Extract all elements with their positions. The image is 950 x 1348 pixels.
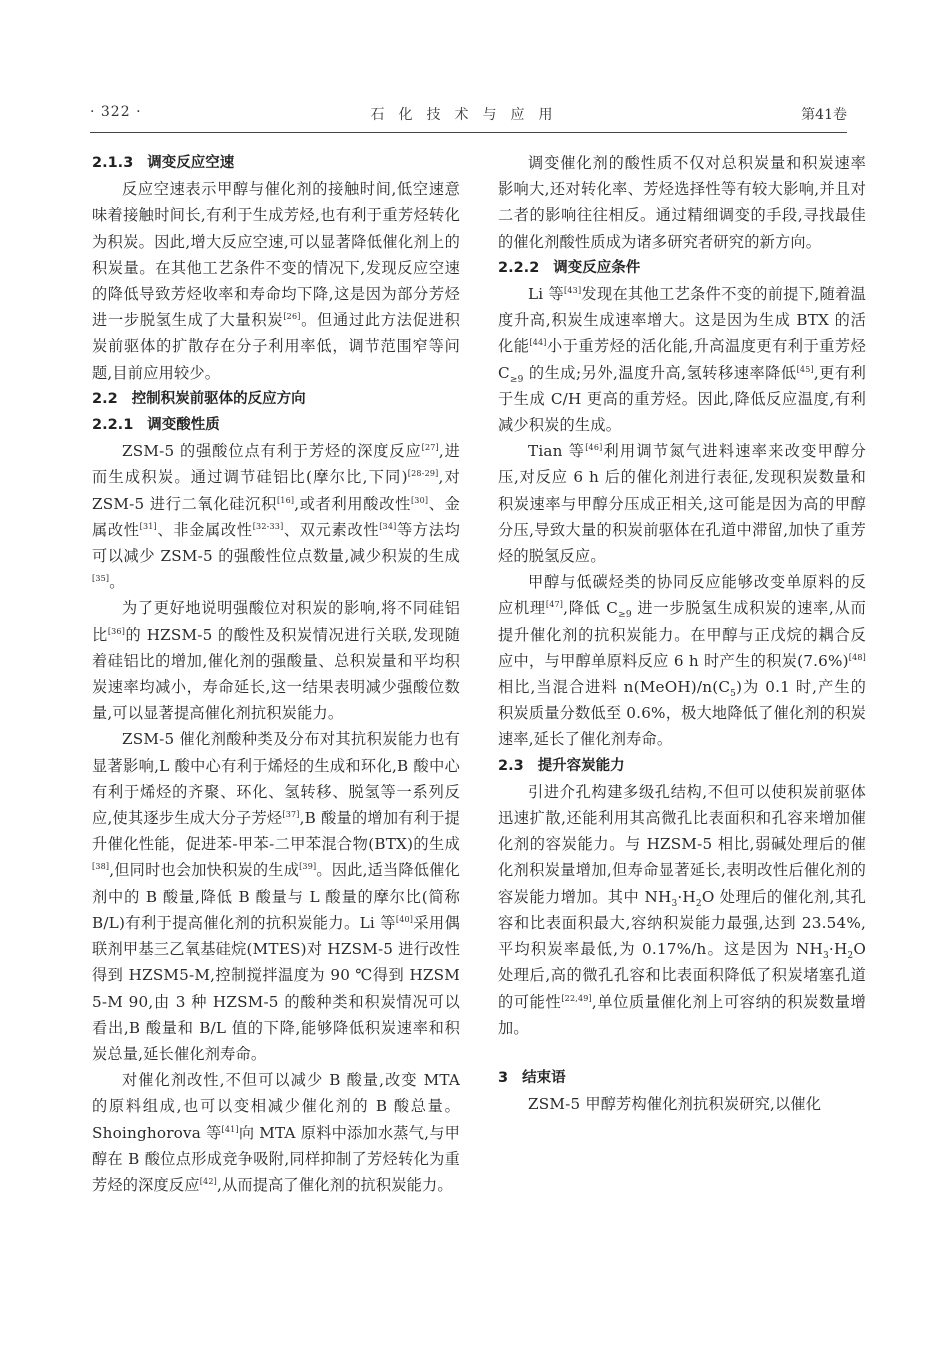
section-heading: 2.3 提升容炭能力 bbox=[498, 757, 625, 774]
citation: [16] bbox=[276, 495, 295, 505]
citation: [37] bbox=[282, 810, 300, 820]
subscript: 2 bbox=[695, 898, 702, 909]
paragraph: ZSM-5 催化剂酸种类及分布对其抗积炭能力也有显著影响,L 酸中心有利于烯烃的生成和环化,B 酸中心有利于烯烃的齐聚、环化、氢转移、脱氢等一系列反应,使其逐步生成大分子芳烃[37],B 酸量的增加有利于提升催化性能，促进苯-甲苯-二甲苯混合物(BTX)的生成[38],但同时也会加快积炭的生成[39]。因此,适当降低催化剂中的 B 酸量,降低 B 酸量与 L 酸量的摩尔比(简称 B/L)有利于提高催化剂的抗积炭能力。Li 等[40]采用偶联剂甲基三乙氧基硅烷(MTES)对 HZSM-5 进行改性得到 HZSM5-M,控制搅拌温度为 90 ℃得到 HZSM 5-M 90,由 3 种 HZSM-5 的酸种类和积炭情况可以看出,B 酸量和 B/L 值的下降,能够降低积炭速率和积炭总量,延长催化剂寿命。 bbox=[92, 730, 461, 1063]
paragraph: 甲醇与低碳烃类的协同反应能够改变单原料的反应机理[47],降低 $C_{\ge 9}$ 进一步脱氢生成积炭的速率,从而提升催化剂的抗积炭能力。在甲醇与正戊烷的耦合反应中，与甲醇单原料反应 6 h 时产生的积炭(7.6%)[48]相比,当混合进料 $n(MeOH)/n(C_5)$为 0.1 时,产生的积炭质量分数低至 0.6%，极大地降低了催化剂的积炭速率,延长了催化剂寿命。 bbox=[498, 573, 866, 749]
citation: [28-29] bbox=[407, 469, 439, 479]
paragraph: Li 等[43]发现在其他工艺条件不变的前提下,随着温度升高,积炭生成速率增大。这是因为生成 BTX 的活化能[44]小于重芳烃的活化能,升高温度更有利于重芳烃 $C_{\ge 9}$ 的生成;另外,温度升高,氢转移速率降低[45],更有利于生成 C/H 更高的重芳烃。因此,降低反应温度,有利减少积炭的生成。 bbox=[498, 285, 866, 435]
citation: [47] bbox=[545, 600, 564, 610]
subscript: 2 bbox=[847, 951, 854, 962]
paragraph: Tian 等[46]利用调节氮气进料速率来改变甲醇分压,对反应 6 h 后的催化剂进行表征,发现积炭数量和积炭速率与甲醇分压成正相关,这可能是因为高的甲醇分压,导致大量的积炭前驱体在孔道中滞留,加快了重芳烃的脱氢反应。 bbox=[498, 442, 867, 566]
subscript: ≥9 bbox=[618, 610, 632, 621]
citation: [34] bbox=[379, 521, 397, 531]
citation: [44] bbox=[529, 338, 547, 348]
paragraph: 反应空速表示甲醇与催化剂的接触时间,低空速意味着接触时间长,有利于生成芳烃,也有利于重芳烃转化为积炭。因此,增大反应空速,可以显著降低催化剂上的积炭量。在其他工艺条件不变的情况下,发现反应空速的降低导致芳烃收率和寿命均下降,这是因为部分芳烃进一步脱氢生成了大量积炭[26]。但通过此方法促进积炭前驱体的扩散存在分子利用率低，调节范围窄等问题,目前应用较少。 bbox=[92, 180, 460, 382]
section-heading: 3 结束语 bbox=[498, 1069, 566, 1086]
citation: [45] bbox=[796, 364, 814, 374]
section-heading: 2.2.1 调变酸性质 bbox=[92, 417, 220, 434]
citation: [36] bbox=[107, 626, 126, 636]
subscript: 3 bbox=[822, 951, 829, 962]
citation: [46] bbox=[585, 443, 603, 453]
section-heading: 2.2.2 调变反应条件 bbox=[498, 259, 641, 276]
page-number: · 322 · bbox=[90, 104, 142, 120]
subscript: ≥9 bbox=[509, 374, 524, 385]
section-heading: 2.2 控制积炭前驱体的反应方向 bbox=[92, 390, 306, 407]
citation: [40] bbox=[395, 914, 414, 924]
paragraph: 调变催化剂的酸性质不仅对总积炭量和积炭速率影响大,还对转化率、芳烃选择性等有较大影响,并且对二者的影响往往相反。通过精细调变的手段,寻找最佳的催化剂酸性质成为诸多研究者研究的新方向。 bbox=[498, 154, 866, 251]
citation: [27] bbox=[421, 443, 439, 453]
citation: [41] bbox=[221, 1124, 239, 1134]
subscript: 3 bbox=[671, 898, 678, 909]
citation: [48] bbox=[848, 652, 866, 662]
subscript: 5 bbox=[730, 689, 737, 700]
volume-label: 第41卷 bbox=[801, 107, 847, 123]
citation: [31] bbox=[139, 521, 157, 531]
header-rule bbox=[90, 132, 847, 133]
citation: [39] bbox=[299, 862, 317, 872]
citation: [26] bbox=[283, 312, 301, 322]
citation: [22,49] bbox=[561, 993, 592, 1003]
paragraph: 引进介孔构建多级孔结构,不但可以使积炭前驱体迅速扩散,还能利用其高微孔比表面积和孔容来增加催化剂的容炭能力。与 HZSM-5 相比,弱碱处理后的催化剂积炭量增加,但寿命显著延长,表明改性后催化剂的容炭能力增加。其中 $NH_3\cdot H_2O$ 处理后的催化剂,其孔容和比表面积最大,容纳积炭能力最强,达到 23.54%,平均积炭率最低,为 0.17%/h。这是因为 $NH_3\cdot H_2O$ 处理后,高的微孔孔容和比表面积降低了积炭堵塞孔道的可能性[22,49],单位质量催化剂上可容纳的积炭数量增加。 bbox=[498, 782, 866, 1037]
paragraph: ZSM-5 的强酸位点有利于芳烃的深度反应[27],进而生成积炭。通过调节硅铝比(摩尔比,下同)[28-29],对 ZSM-5 进行二氧化硅沉积[16],或者利用酸改性[30]、金属改性[31]、非金属改性[32-33]、双元素改性[34]等方法均可以减少 ZSM-5 的强酸性位点数量,减少积炭的生成[35]。 bbox=[92, 442, 461, 592]
section-heading: 2.1.3 调变反应空速 bbox=[92, 155, 235, 171]
journal-title: 石化技术与应用 bbox=[370, 107, 567, 123]
citation: [43] bbox=[564, 285, 582, 295]
citation: [30] bbox=[410, 495, 429, 505]
page-header bbox=[90, 100, 847, 130]
citation: [32-33] bbox=[252, 521, 284, 531]
paragraph: 为了更好地说明强酸位对积炭的影响,将不同硅铝比[36]的 HZSM-5 的酸性及积炭情况进行关联,发现随着硅铝比的增加,催化剂的强酸量、总积炭量和平均积炭速率均减小，寿命延长,这一结果表明减少强酸位数量,可以显著提高催化剂抗积炭能力。 bbox=[92, 599, 461, 723]
paragraph: 对催化剂改性,不但可以减少 B 酸量,改变 MTA 的原料组成,也可以变相减少催化剂的 B 酸总量。Shoinghorova 等[41]向 MTA 原料中添加水蒸气,与甲醇在 B 酸位点形成竞争吸附,同样抑制了芳烃转化为重芳烃的深度反应[42],从而提高了催化剂的抗积炭能力。 bbox=[92, 1071, 461, 1194]
citation: [42] bbox=[199, 1176, 217, 1186]
paragraph: ZSM-5 甲醇芳构催化剂抗积炭研究,以催化 bbox=[528, 1095, 822, 1114]
left-column bbox=[92, 150, 460, 1198]
citation: [35] bbox=[92, 574, 110, 584]
right-column bbox=[498, 150, 866, 1117]
citation: [38] bbox=[92, 862, 110, 872]
